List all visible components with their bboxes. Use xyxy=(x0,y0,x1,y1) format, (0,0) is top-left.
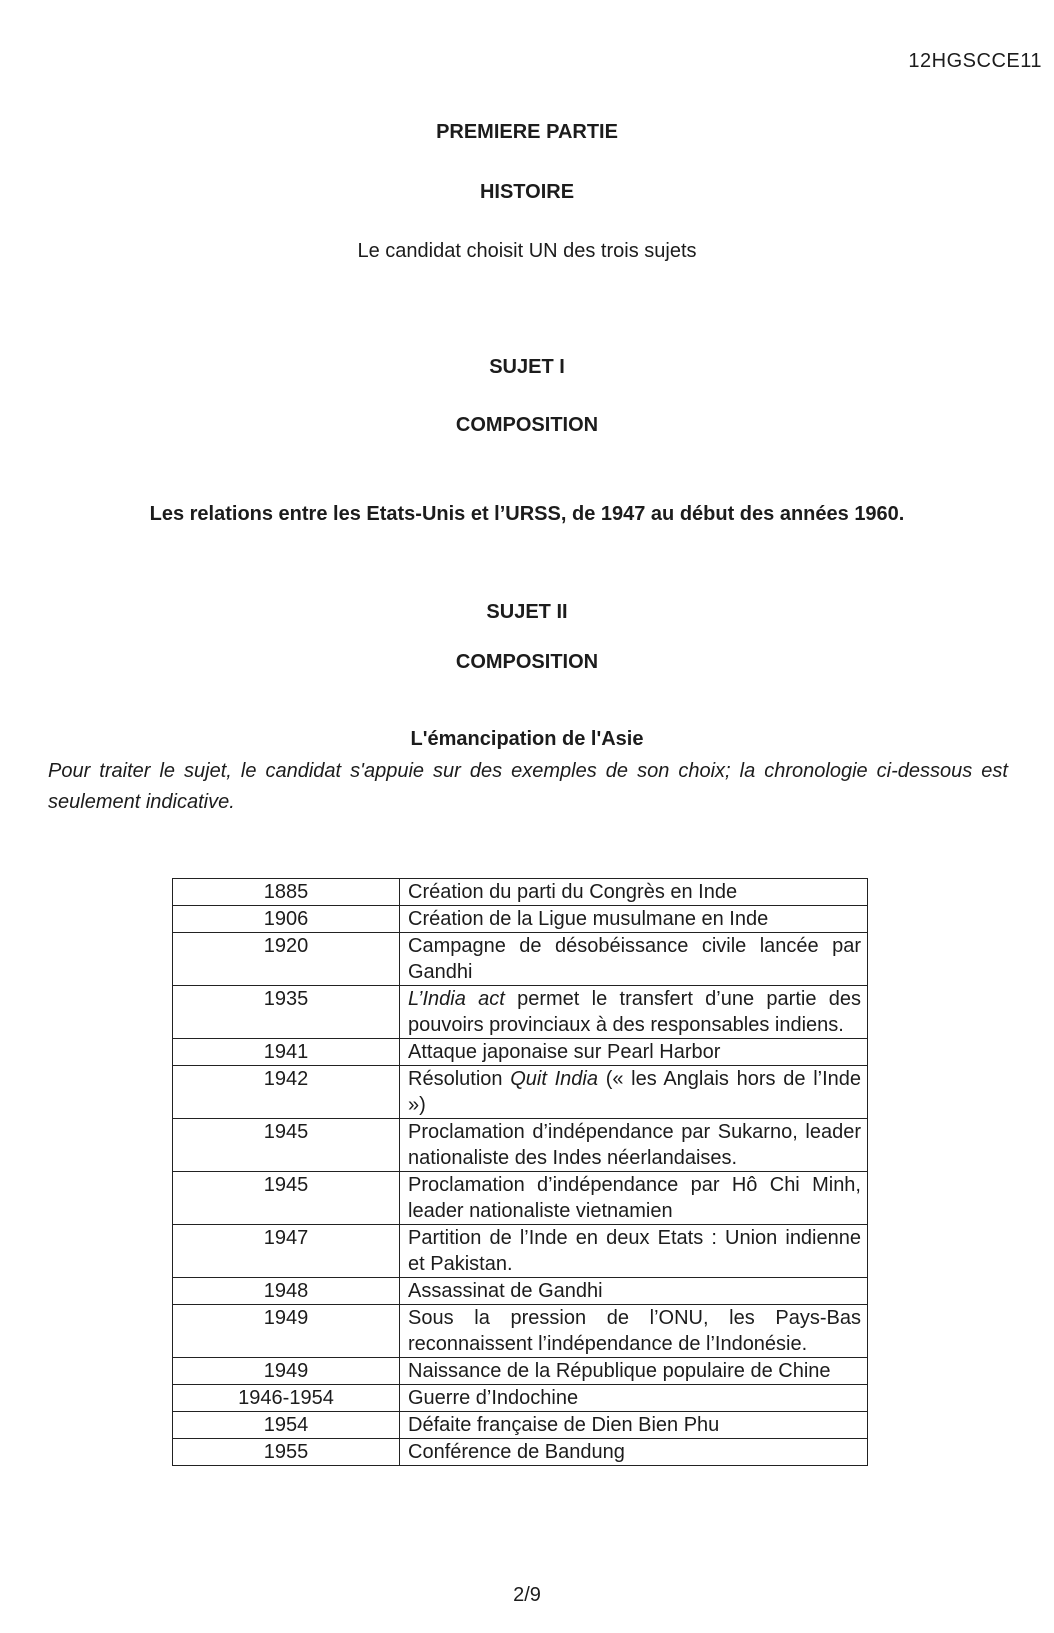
chronology-year: 1906 xyxy=(173,906,400,933)
chronology-event: Attaque japonaise sur Pearl Harbor xyxy=(400,1039,868,1066)
document-code: 12HGSCCE11 xyxy=(908,50,1042,72)
chronology-event-text: permet le transfert d’une partie des pouvoirs provinciaux à des responsables indiens. xyxy=(408,988,861,1036)
table-row xyxy=(173,1225,868,1278)
chronology-table xyxy=(172,878,868,1466)
chronology-event: Conférence de Bandung xyxy=(400,1439,868,1466)
sujet1-topic: Les relations entre les Etats-Unis et l’URSS, de 1947 au début des années 1960. xyxy=(149,503,905,525)
chronology-year: 1946-1954 xyxy=(173,1385,400,1412)
chronology-year: 1948 xyxy=(173,1278,400,1305)
chronology-year: 1949 xyxy=(173,1305,400,1358)
chronology-event: Guerre d’Indochine xyxy=(400,1385,868,1412)
chronology-event: Partition de l’Inde en deux Etats : Union indienne et Pakistan. xyxy=(400,1225,868,1278)
chronology-year: 1920 xyxy=(173,933,400,986)
chronology-year: 1885 xyxy=(173,879,400,906)
sujet2-topic: L'émancipation de l'Asie xyxy=(410,728,644,750)
sujet2-note: Pour traiter le sujet, le candidat s'appuie sur des exemples de son choix; la chronologie ci-dessous est seulement indicative. xyxy=(48,760,1008,813)
chronology-year: 1949 xyxy=(173,1358,400,1385)
chronology-year: 1945 xyxy=(173,1119,400,1172)
chronology-event-italic: Quit India xyxy=(510,1068,598,1090)
chronology-event: Création du parti du Congrès en Inde xyxy=(400,879,868,906)
table-row xyxy=(173,1412,868,1439)
chronology-event: Proclamation d’indépendance par Sukarno, leader nationaliste des Indes néerlandaises. xyxy=(400,1119,868,1172)
chronology-event xyxy=(400,986,868,1039)
chronology-year: 1954 xyxy=(173,1412,400,1439)
table-row xyxy=(173,906,868,933)
chronology-year: 1935 xyxy=(173,986,400,1039)
chronology-event-text: (« les Anglais hors de l’Inde ») xyxy=(408,1068,862,1116)
chronology-event: Proclamation d’indépendance par Hô Chi Minh, leader nationaliste vietnamien xyxy=(400,1172,868,1225)
table-row xyxy=(173,1066,868,1119)
sujet1-label: SUJET I xyxy=(489,356,565,378)
chronology-event: Naissance de la République populaire de Chine xyxy=(400,1358,868,1385)
chronology-year: 1942 xyxy=(173,1066,400,1119)
chronology-event xyxy=(400,1066,868,1119)
chronology-event: Création de la Ligue musulmane en Inde xyxy=(400,906,868,933)
table-row xyxy=(173,1358,868,1385)
chronology-event: Campagne de désobéissance civile lancée par Gandhi xyxy=(400,933,868,986)
chronology-year: 1947 xyxy=(173,1225,400,1278)
chronology-year: 1941 xyxy=(173,1039,400,1066)
subject-area-heading: HISTOIRE xyxy=(479,181,575,203)
sujet2-type: COMPOSITION xyxy=(455,651,599,673)
sujet1-type: COMPOSITION xyxy=(455,414,599,436)
chronology-year: 1945 xyxy=(173,1172,400,1225)
table-row xyxy=(173,879,868,906)
table-row xyxy=(173,1439,868,1466)
chronology-event: Défaite française de Dien Bien Phu xyxy=(400,1412,868,1439)
table-row xyxy=(173,1172,868,1225)
part-title: PREMIERE PARTIE xyxy=(436,121,618,143)
chronology-year: 1955 xyxy=(173,1439,400,1466)
chronology-event: Assassinat de Gandhi xyxy=(400,1278,868,1305)
table-row xyxy=(173,933,868,986)
sujet2-label: SUJET II xyxy=(486,601,568,623)
table-row xyxy=(173,1278,868,1305)
instruction-text: Le candidat choisit UN des trois sujets xyxy=(357,240,697,262)
chronology-event: Sous la pression de l’ONU, les Pays-Bas reconnaissent l’indépendance de l’Indonésie. xyxy=(400,1305,868,1358)
table-row xyxy=(173,986,868,1039)
table-row xyxy=(173,1305,868,1358)
table-row xyxy=(173,1119,868,1172)
chronology-event-prefix: Résolution xyxy=(408,1068,511,1090)
table-row xyxy=(173,1385,868,1412)
page-number: 2/9 xyxy=(513,1584,541,1606)
table-row xyxy=(173,1039,868,1066)
chronology-event-italic: L’India act xyxy=(408,988,505,1010)
